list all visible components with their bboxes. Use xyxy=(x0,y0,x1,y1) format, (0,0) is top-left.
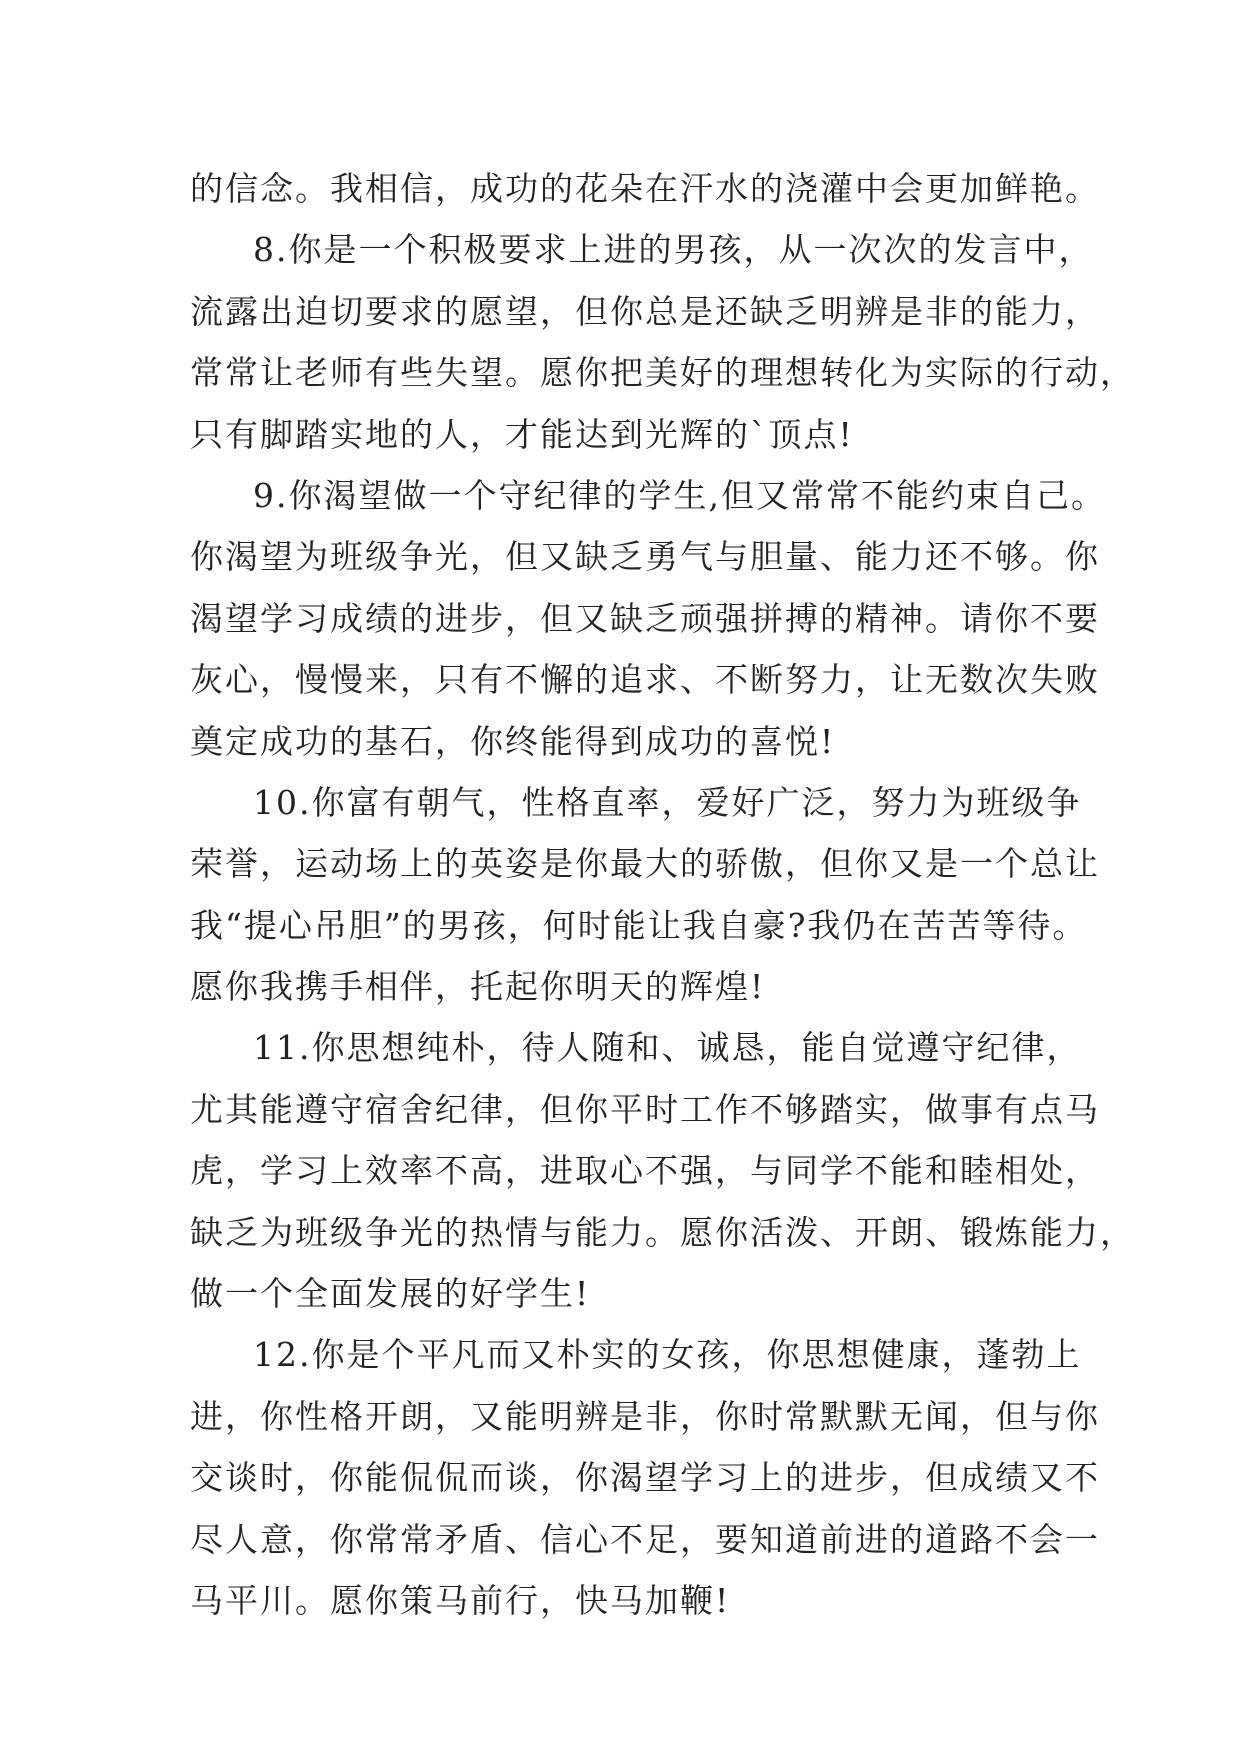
text-line: 愿你我携手相伴，托起你明天的辉煌! xyxy=(190,967,766,1007)
text-line: 奠定成功的基石，你终能得到成功的喜悦! xyxy=(190,721,836,761)
text-line: 只有脚踏实地的人，才能达到光辉的`顶点! xyxy=(190,414,854,454)
text-line: 虎，学习上效率不高，进取心不强，与同学不能和睦相处， xyxy=(190,1151,1100,1191)
text-line: 12.你是个平凡而又朴实的女孩，你思想健康，蓬勃上 xyxy=(253,1335,1082,1375)
text-line: 8.你是一个积极要求上进的男孩，从一次次的发言中， xyxy=(253,230,1094,270)
text-line: 灰心，慢慢来，只有不懈的追求、不断努力，让无数次失败 xyxy=(190,660,1100,700)
text-line: 做一个全面发展的好学生! xyxy=(190,1274,591,1314)
text-line: 9.你渴望做一个守纪律的学生,但又常常不能约束自己。 xyxy=(253,475,1106,515)
text-line: 渴望学习成绩的进步，但又缺乏顽强拼搏的精神。请你不要 xyxy=(190,598,1100,638)
text-line: 常常让老师有些失望。愿你把美好的理想转化为实际的行动， xyxy=(190,353,1135,393)
document-body xyxy=(190,158,1135,1631)
text-line: 你渴望为班级争光，但又缺乏勇气与胆量、能力还不够。你 xyxy=(190,537,1100,577)
text-line: 流露出迫切要求的愿望，但你总是还缺乏明辨是非的能力， xyxy=(190,291,1100,331)
text-line: 尤其能遵守宿舍纪律，但你平时工作不够踏实，做事有点马 xyxy=(190,1089,1100,1129)
text-line: 交谈时，你能侃侃而谈，你渴望学习上的进步，但成绩又不 xyxy=(190,1458,1100,1498)
text-line: 10.你富有朝气，性格直率，爱好广泛，努力为班级争 xyxy=(253,782,1082,822)
text-line: 我“提心吊胆”的男孩，何时能让我自豪?我仍在苦苦等待。 xyxy=(190,905,1088,945)
text-line: 11.你思想纯朴，待人随和、诚恳，能自觉遵守纪律， xyxy=(253,1028,1082,1068)
text-line: 缺乏为班级争光的热情与能力。愿你活泼、开朗、锻炼能力， xyxy=(190,1212,1135,1252)
text-line: 的信念。我相信，成功的花朵在汗水的浇灌中会更加鲜艳。 xyxy=(190,169,1100,208)
text-line: 尽人意，你常常矛盾、信心不足，要知道前进的道路不会一 xyxy=(190,1519,1100,1559)
text-line: 荣誉，运动场上的英姿是你最大的骄傲，但你又是一个总让 xyxy=(190,844,1100,884)
text-line: 进，你性格开朗，又能明辨是非，你时常默默无闻，但与你 xyxy=(190,1396,1100,1436)
text-line: 马平川。愿你策马前行，快马加鞭! xyxy=(190,1580,731,1620)
